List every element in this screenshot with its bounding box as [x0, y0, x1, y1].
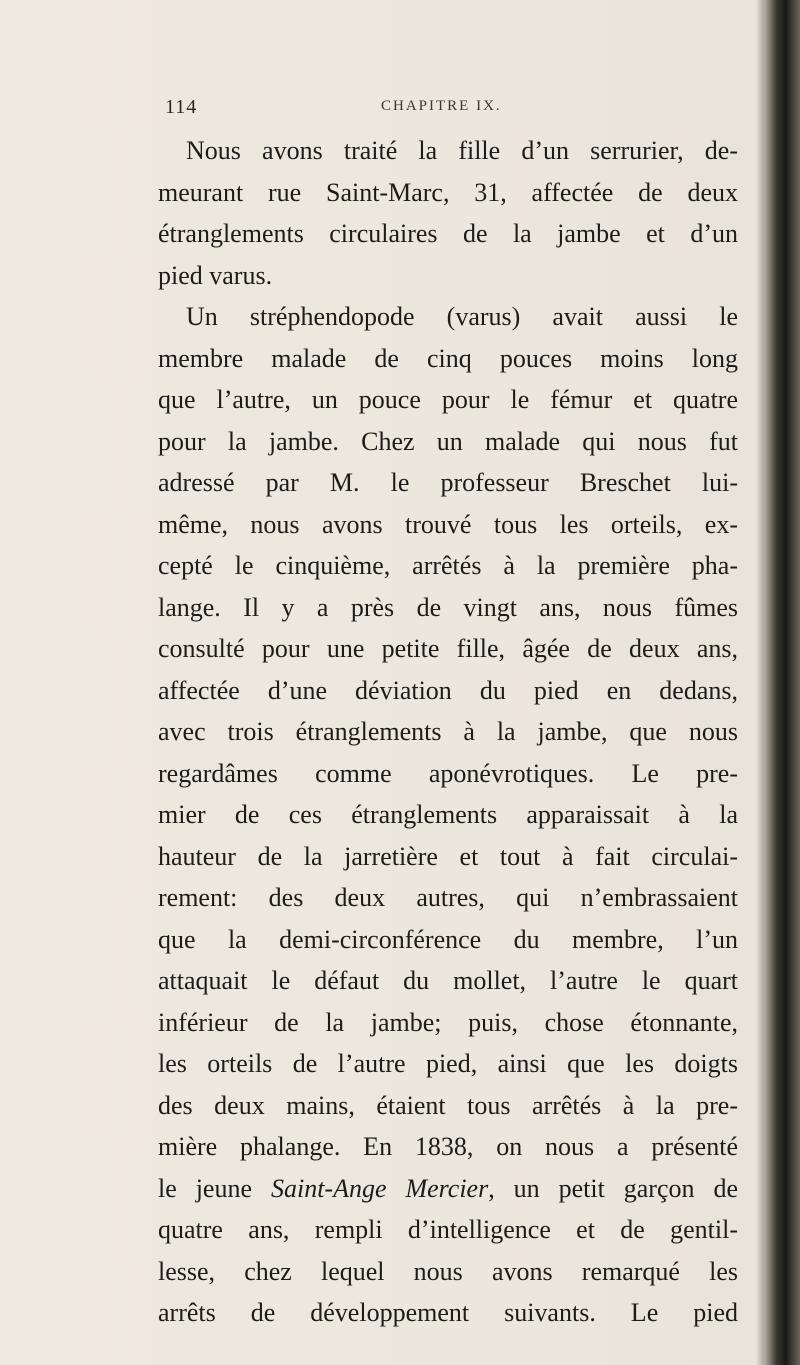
text-line: rement: des deux autres, qui n’embrassaient: [158, 883, 738, 912]
text-line: hauteur de la jarretière et tout à fait circulai-: [158, 841, 738, 871]
text-segment: le jeune: [158, 1173, 271, 1203]
text-segment: , un petit garçon de: [488, 1173, 738, 1203]
text-line: lange. Il y a près de vingt ans, nous fûmes: [158, 592, 738, 622]
page-gutter-shadow: [756, 0, 764, 1365]
text-line: des deux mains, étaient tous arrêtés à la pre-: [158, 1090, 738, 1120]
person-name: Saint-Ange Mercier: [270, 1173, 489, 1203]
page-number: 114: [165, 96, 198, 118]
text-line: Nous avons traité la fille d’un serrurier, de-: [186, 136, 738, 165]
page-header: [165, 96, 725, 124]
text-line: regardâmes comme aponévrotiques. Le pre-: [158, 758, 738, 788]
text-line: cepté le cinquième, arrêtés à la première pha-: [158, 551, 738, 580]
text-line: attaquait le défaut du mollet, l’autre le quart: [158, 966, 738, 995]
text-line: avec trois étranglements à la jambe, que nous: [158, 717, 738, 746]
text-line: Un stréphendopode (varus) avait aussi le: [186, 302, 738, 331]
text-line: arrêts de développement suivants. Le pied: [158, 1298, 738, 1327]
text-line: pied varus.: [158, 260, 273, 290]
text-line: lesse, chez lequel nous avons remarqué les: [158, 1256, 738, 1286]
text-line: quatre ans, rempli d’intelligence et de gentil-: [158, 1215, 738, 1244]
text-line: étranglements circulaires de la jambe et d’un: [158, 219, 738, 248]
text-line: meurant rue Saint-Marc, 31, affectée de deux: [158, 177, 738, 207]
text-line: pour la jambe. Chez un malade qui nous fut: [158, 426, 738, 456]
text-line: les orteils de l’autre pied, ainsi que les doigts: [158, 1049, 738, 1078]
text-line: consulté pour une petite fille, âgée de deux ans,: [158, 634, 738, 663]
book-spine: [764, 0, 800, 1365]
running-head: CHAPITRE IX.: [381, 98, 502, 114]
text-line: affectée d’une déviation du pied en dedans,: [158, 675, 738, 705]
text-line: que la demi-circonférence du membre, l’un: [158, 924, 738, 954]
body-text: [158, 130, 738, 1334]
text-line: membre malade de cinq pouces moins long: [158, 343, 738, 373]
text-line: adressé par M. le professeur Breschet lui-: [158, 468, 738, 497]
text-line: mière phalange. En 1838, on nous a présenté: [158, 1132, 738, 1161]
text-line: même, nous avons trouvé tous les orteils, ex-: [158, 509, 738, 539]
text-line: inférieur de la jambe; puis, chose étonnante,: [158, 1007, 738, 1037]
text-line-with-name: [158, 1168, 738, 1210]
text-line: mier de ces étranglements apparaissait à la: [158, 800, 738, 829]
text-line: que l’autre, un pouce pour le fémur et quatre: [158, 385, 738, 414]
